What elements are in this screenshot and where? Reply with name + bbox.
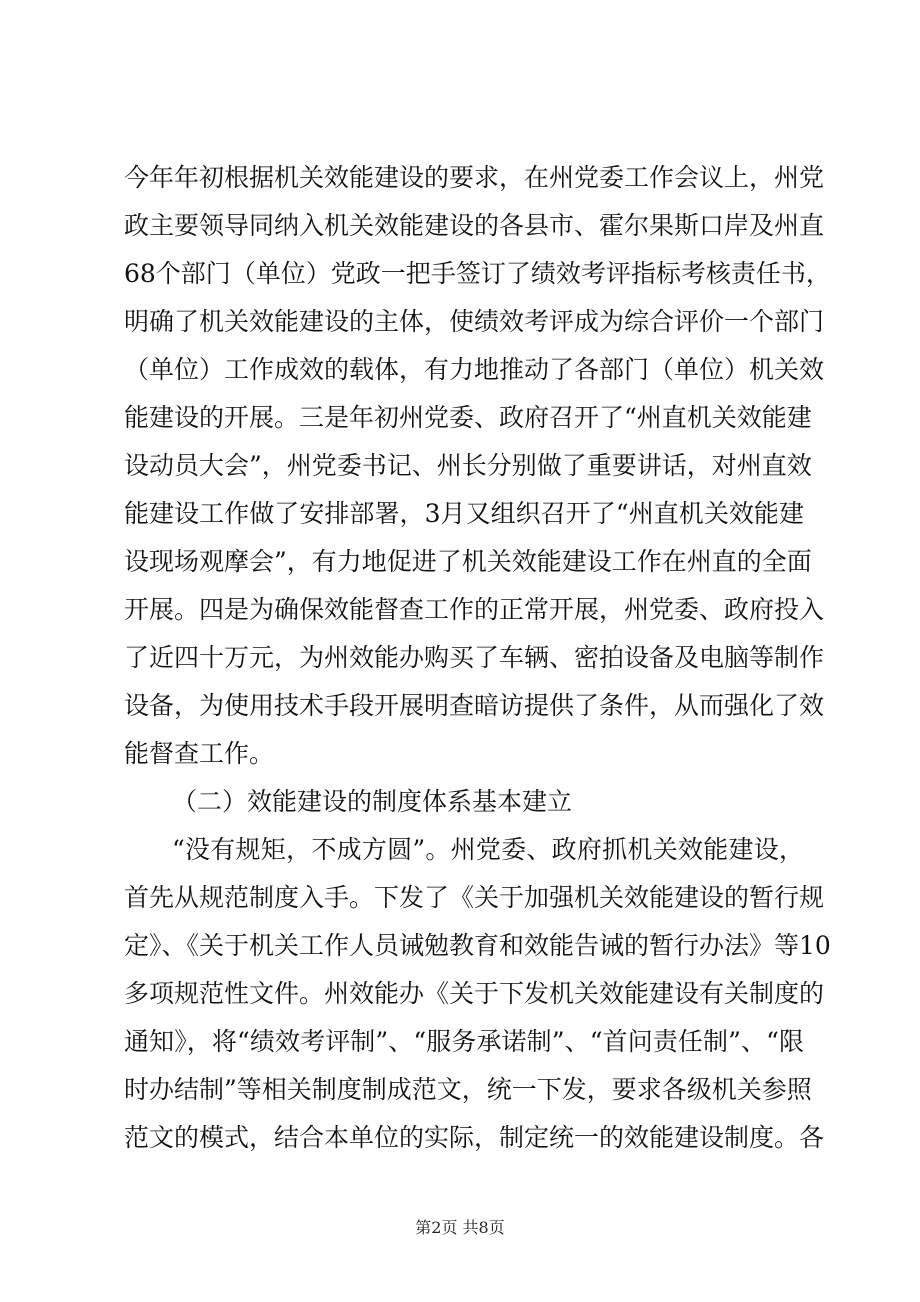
paragraph-line: （单位）工作成效的载体，有力地推动了各部门（单位）机关效 [124, 355, 825, 384]
section-heading: （二）效能建设的制度体系基本建立 [172, 787, 573, 816]
paragraph-line: 能建设工作做了安排部署，3月又组织召开了“州直机关效能建 [124, 499, 804, 528]
paragraph-line: 设备，为使用技术手段开展明查暗访提供了条件，从而强化了效 [124, 691, 825, 720]
paragraph-line: 通知》，将“绩效考评制”、“服务承诺制”、“首问责任制”、“限 [124, 1027, 804, 1056]
paragraph-line: “没有规矩，不成方圆”。州党委、政府抓机关效能建设， [172, 835, 804, 864]
paragraph-line: 设现场观摩会”，有力地促进了机关效能建设工作在州直的全面 [124, 547, 812, 576]
paragraph-line: 时办结制”等相关制度制成范文，统一下发，要求各级机关参照 [124, 1075, 812, 1104]
paragraph-line: 政主要领导同纳入机关效能建设的各县市、霍尔果斯口岸及州直 [124, 211, 825, 240]
paragraph-line: 明确了机关效能建设的主体，使绩效考评成为综合评价一个部门 [124, 307, 825, 336]
paragraph-line: 设动员大会”，州党委书记、州长分别做了重要讲话，对州直效 [124, 451, 812, 480]
paragraph-line: 多项规范性文件。州效能办《关于下发机关效能建设有关制度的 [124, 979, 825, 1008]
paragraph-line: 能督查工作。 [124, 739, 275, 768]
paragraph-line: 68个部门（单位）党政一把手签订了绩效考评指标考核责任书， [124, 259, 831, 288]
page-number-footer: 第2页 共8页 [415, 1218, 505, 1237]
paragraph-line: 首先从规范制度入手。下发了《关于加强机关效能建设的暂行规 [124, 883, 825, 912]
paragraph-line: 定》、《关于机关工作人员诫勉教育和效能告诫的暂行办法》等10 [124, 931, 831, 960]
paragraph-line: 了近四十万元，为州效能办购买了车辆、密拍设备及电脑等制作 [124, 643, 825, 672]
paragraph-line: 开展。四是为确保效能督查工作的正常开展，州党委、政府投入 [124, 595, 825, 624]
paragraph-line: 范文的模式，结合本单位的实际，制定统一的效能建设制度。各 [124, 1123, 825, 1152]
paragraph-line: 能建设的开展。三是年初州党委、政府召开了“州直机关效能建 [124, 403, 812, 432]
paragraph-line: 今年年初根据机关效能建设的要求，在州党委工作会议上，州党 [124, 163, 825, 192]
